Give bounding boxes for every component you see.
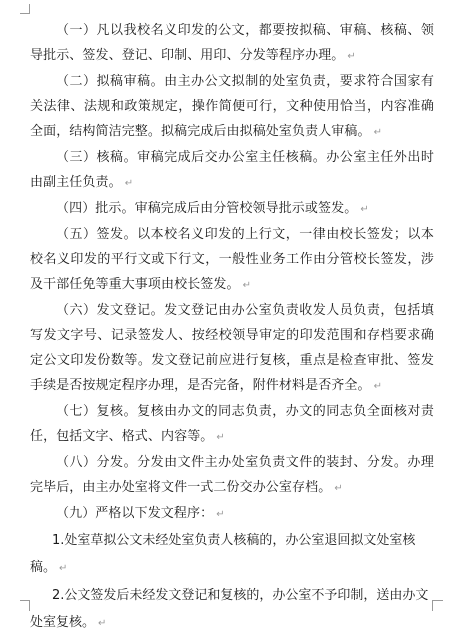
paragraph-approval: （四）批示。审稿完成后由分管校领导批示或签发。 ↵ xyxy=(56,201,369,216)
paragraph-mark-icon: ↵ xyxy=(242,280,252,291)
paragraph-signing: （五）签发。以本校名义印发的上行文，一律由校长签发；以本校名义印发的平行文或下行文，一般性业务工作由分管校长签发，涉及干部任免等重大事项由校长签发。 ↵ xyxy=(30,227,434,292)
page-corner-bottom-left xyxy=(20,600,30,611)
paragraph-mark-icon: ↵ xyxy=(216,432,225,443)
paragraph-distribution: （八）分发。分发由文件主办处室负责文件的装封、分发。办理完毕后，由主办处室将文件一式二份交办公室存档。 ↵ xyxy=(30,455,434,495)
paragraph-mark-icon: ↵ xyxy=(360,204,369,215)
paragraph-recheck: （七）复核。复核由办文的同志负责，办文的同志负全面核对责任，包括文字、格式、内容等。 ↵ xyxy=(30,404,434,444)
paragraph-mark-icon: ↵ xyxy=(216,509,225,520)
paragraph-drafting-review: （二）拟稿审稿。由主办公文拟制的处室负责，要求符合国家有关法律、法规和政策规定，操作简便可行，文种使用恰当，内容准确全面，结构简洁完整。拟稿完成后由拟稿处室负责人审稿。 ↵ xyxy=(30,74,434,139)
paragraph-mark-icon: ↵ xyxy=(59,563,68,574)
paragraph-mark-icon: ↵ xyxy=(373,381,383,392)
paragraph-mark-icon: ↵ xyxy=(124,178,134,189)
document-body[interactable] xyxy=(30,18,434,637)
paragraph-procedure-overview: （一）凡以我校名义印发的公文，都要按拟稿、审稿、核稿、领导批示、签发、登记、印制、用印、分发等程序办理。 ↵ xyxy=(30,23,434,63)
paragraph-mark-icon: ↵ xyxy=(334,483,343,494)
paragraph-mark-icon: ↵ xyxy=(98,618,107,629)
list-item-1: 1.处室草拟公文未经处室负责人核稿的，办公室退回拟文处室核稿。 ↵ xyxy=(30,533,416,575)
paragraph-registration: （六）发文登记。发文登记由办公室负责收发人员负责，包括填写发文字号、记录签发人、按经校领导审定的印发范围和存档要求确定公文印发份数等。发文登记前应进行复核，重点是检查审批、签发手续是否按规定程序办理，是否完备，附件材料是否齐全。 ↵ xyxy=(30,303,434,393)
paragraph-mark-icon: ↵ xyxy=(373,127,383,138)
page-corner-top-left xyxy=(20,4,30,14)
paragraph-verification: （三）核稿。审稿完成后交办公室主任核稿。办公室主任外出时由副主任负责。 ↵ xyxy=(30,150,434,190)
list-item-2: 2.公文签发后未经发文登记和复核的，办公室不予印制，送由办文处室复核。 ↵ xyxy=(30,588,429,630)
paragraph-strict-procedure: （九）严格以下发文程序： ↵ xyxy=(56,506,225,521)
paragraph-mark-icon: ↵ xyxy=(347,51,356,62)
